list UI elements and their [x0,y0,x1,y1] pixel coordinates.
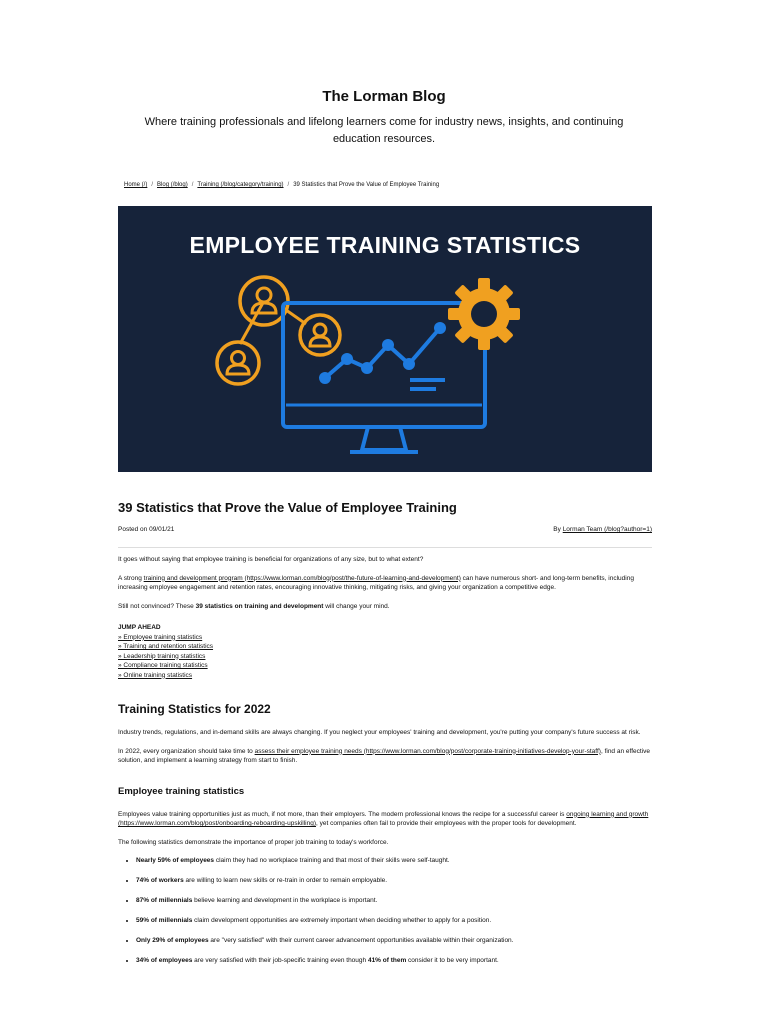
list-item [136,956,652,966]
stat-text: are very satisfied with their job-specific training even though [192,957,368,964]
breadcrumb [124,182,439,188]
list-item [136,916,652,926]
stat-text: are willing to learn new skills or re-train in order to remain employable. [183,877,388,884]
user-icon [300,315,340,355]
post-content [118,555,652,976]
intro-paragraph: It goes without saying that employee training is beneficial for organizations of any size, but to what extent? [118,556,424,563]
list-item [136,876,652,886]
hero-illustration [118,206,652,472]
monitor-icon [283,303,485,452]
breadcrumb-current: 39 Statistics that Prove the Value of Employee Training [293,182,440,188]
assess-paragraph [118,747,652,766]
stat-bold: 34% of employees [136,957,193,964]
stat-text: consider it to be very important. [406,957,499,964]
value-paragraph [118,810,652,829]
section-heading: Training Statistics for 2022 [118,702,271,716]
jump-link-leadership[interactable]: » Leadership training statistics [118,652,206,660]
hero-image [118,206,652,472]
stat-bold: Only 29% of employees [136,937,209,944]
stat-bold: 41% of them [367,957,407,964]
post-title: 39 Statistics that Prove the Value of Employee Training [118,500,457,515]
text: In 2022, every organization should take time to [118,747,255,755]
assess-needs-link[interactable]: assess their employee training needs (https://www.lorman.com/blog/post/corporate-training-initiatives-develop-your-staff) [254,747,601,755]
convince-paragraph [118,602,652,612]
breadcrumb-training-link[interactable]: Training (/blog/category/training) [197,182,284,188]
blog-tagline: Where training professionals and lifelong learners come for industry news, insights, and continuing education resources. [144,116,624,145]
blog-title: The Lorman Blog [322,88,446,105]
user-icon [217,342,259,384]
text: Still not convinced? These [118,602,196,610]
statistics-list [118,856,652,966]
list-item [136,936,652,946]
program-paragraph [118,574,652,593]
jump-link-online[interactable]: » Online training statistics [118,671,193,679]
hero-title: EMPLOYEE TRAINING STATISTICS [189,232,581,258]
text: Employees value training opportunities just as much, if not more, than their employers. The modern professional knows the recipe for a successful career is [118,810,567,818]
text: , yet companies often fail to provide their employees with the proper tools for development. [316,820,577,827]
text: A strong [118,574,144,582]
stat-bold: 59% of millennials [136,917,193,924]
ongoing-learning-link[interactable]: ongoing learning and growth (https://www.lorman.com/blog/post/onboarding-reboarding-upskilling) [118,810,649,827]
breadcrumb-separator: / [151,182,154,188]
byline-prefix: By [553,526,563,533]
trends-paragraph: Industry trends, regulations, and in-demand skills are always changing. If you neglect your employees' training and development, you're putting your company's future success at risk. [118,729,641,736]
following-paragraph: The following statistics demonstrate the importance of proper job training to today's workforce. [118,838,389,846]
breadcrumb-separator: / [191,182,194,188]
stat-bold: Nearly 59% of employees [136,857,215,864]
breadcrumb-blog-link[interactable]: Blog (/blog) [157,182,188,188]
jump-link-compliance[interactable]: » Compliance training statistics [118,662,208,669]
author-link[interactable]: Lorman Team (/blog?author=1) [562,526,652,533]
training-program-link[interactable]: training and development program (https://www.lorman.com/blog/post/the-future-of-learning-and-development) [143,574,461,582]
jump-link-employee[interactable]: » Employee training statistics [118,633,203,641]
jump-ahead-heading: JUMP AHEAD [118,624,161,631]
user-icon [240,277,288,325]
stat-text: believe learning and development in the workplace is important. [192,897,378,904]
stat-text: are "very satisfied" with their current career advancement opportunities available within their organization. [208,937,514,944]
jump-ahead-list [118,633,652,681]
text: will change your mind. [323,602,390,610]
post-byline [553,526,652,533]
list-item [136,856,652,866]
text: can have numerous short- and long-term benefits, including increasing employee engagement and retention rates, encouraging innovative thinking, mitigating risks, and giving your organization a competitive edge. [118,574,634,591]
jump-link-retention[interactable]: » Training and retention statistics [118,643,214,650]
stat-text: claim they had no workplace training and that most of their skills were self-taught. [214,857,450,864]
divider [118,547,652,548]
stat-text: claim development opportunities are extremely important when deciding whether to apply for a position. [192,917,492,924]
bold-text: 39 statistics on training and development [195,602,324,610]
breadcrumb-home-link[interactable]: Home (/) [124,182,148,188]
stat-bold: 87% of millennials [136,897,193,904]
list-item [136,896,652,906]
text: , find an effective solution, and implement a learning strategy from start to finish. [118,747,650,764]
breadcrumb-separator: / [287,182,290,188]
gear-icon [448,278,520,350]
post-date: Posted on 09/01/21 [118,526,175,533]
subsection-heading: Employee training statistics [118,785,245,797]
stat-bold: 74% of workers [136,877,184,884]
